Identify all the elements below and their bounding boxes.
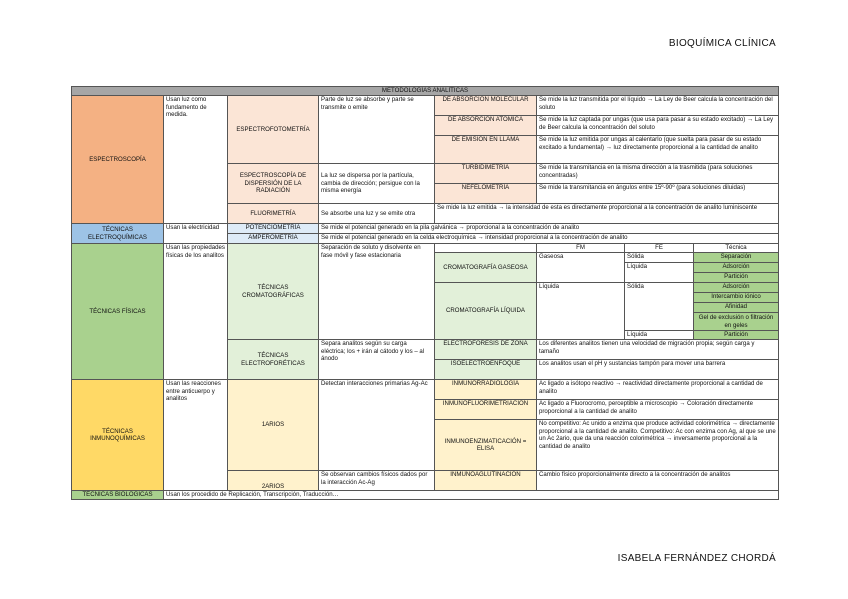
method-nefelometria: NEFELOMETRÍA	[435, 184, 537, 204]
primarios-principle: Detectan interacciones primarias Ag-Ac	[319, 380, 435, 471]
turbidimetria-text: Se mide la transmitancia en la misma dirección a la trasmitida (para soluciones concentradas)	[537, 164, 779, 184]
secundarios-principle: Se observan cambios físicos dados por la interacción Ac-Ag	[319, 471, 435, 491]
tecnica-particion-liq: Partición	[694, 331, 779, 340]
emision-llama-text: Se mide la luz emitida por ungas al calentarlo (que suelta para pasar de su estado excitado a fundamental) → luz directamente proporcional a la cantidad de analito	[537, 136, 779, 164]
tecnica-gel-exclusion: Gel de exclusión o filtración en geles	[694, 313, 779, 331]
electroforesis-principle: Separa analitos según su carga eléctrica; los + irán al cátodo y los – al ánodo	[319, 340, 435, 380]
subject-header: BIOQUÍMICA CLÍNICA	[668, 38, 776, 49]
potenciometria-text: Se mide el potencial generado en la pila galvánica → proporcional a la concentración de analito	[319, 224, 779, 234]
gaseosa-fm: Gaseosa	[537, 253, 625, 283]
gaseosa-fe-liquida: Líquida	[625, 263, 694, 283]
electroforesis-zona-text: Los diferentes analitos tienen una velocidad de migración propia; según carga y tamaño	[537, 340, 779, 360]
liquida-fm: Líquida	[537, 283, 625, 340]
elisa-text: No competitivo: Ac unido a enzima que produce actividad colorimétrica → directamente proporcional a la cantidad de analito. Competitivo: Ac con enzima con Ag, al que se une un Ac 2ario, que da una reacción colorimétrica → inversamente proporcional a la cantidad de analito	[537, 420, 779, 471]
dispersion-name: ESPECTROSCOPÍA DE DISPERSIÓN DE LA RADIACIÓN	[228, 164, 319, 204]
method-potenciometria: POTENCIOMETRÍA	[228, 224, 319, 234]
espectrofotometria-principle: Parte de luz se absorbe y parte se transmite o emite	[319, 96, 435, 164]
category-inmunoquimicas: TÉCNICAS INMUNOQUÍMICAS	[72, 380, 164, 491]
tecnica-adsorcion-gas: Adsorción	[694, 263, 779, 273]
method-elisa: INMUNOENZIMATICACIÓN = ELISA	[435, 420, 537, 471]
tecnica-adsorcion-liq: Adsorción	[694, 283, 779, 293]
col-fe: FE	[625, 244, 694, 253]
col-fm: FM	[537, 244, 625, 253]
cromatografia-principle: Separación de soluto y disolvente en fase móvil y fase estacionaria	[319, 244, 435, 340]
method-inmunorradiologia: INMUNORRADIOLOGÍA	[435, 380, 537, 400]
inmunoaglutinacion-text: Cambio físico proporcionalmente directo a la concentración de analitos	[537, 471, 779, 491]
table-title: METODOLOGÍAS ANALÍTICAS	[72, 87, 779, 96]
method-absorcion-atomica: DE ABSORCIÓN ATÓMICA	[435, 116, 537, 136]
absorcion-molecular-text: Se mide la luz transmitida por el líquido → La Ley de Beer calcula la concentración del soluto	[537, 96, 779, 116]
tecnica-particion-gas: Partición	[694, 273, 779, 283]
espectroscopia-description: Usan luz como fundamento de medida.	[164, 96, 228, 224]
inmunorradiologia-text: Ac ligado a isótopo reactivo → reactividad directamente proporcional a cantidad de analito	[537, 380, 779, 400]
method-electroforesis-zona: ELECTROFORESIS DE ZONA	[435, 340, 537, 360]
method-absorcion-molecular: DE ABSORCIÓN MOLECULAR	[435, 96, 537, 116]
espectrofotometria-name: ESPECTROFOTOMETRÍA	[228, 96, 319, 164]
cromatografia-gaseosa: CROMATOGRAFÍA GASEOSA	[435, 253, 537, 283]
method-turbidimetria: TURBIDIMETRÍA	[435, 164, 537, 184]
category-biologicas: TÉCNICAS BIOLÓGICAS	[72, 491, 164, 500]
col-tecnica: Técnica	[694, 244, 779, 253]
author-footer: ISABELA FERNÁNDEZ CHORDÁ	[617, 553, 776, 564]
gaseosa-fe-solida: Sólida	[625, 253, 694, 263]
biologicas-text: Usan los procedido de Replicación, Transcripción, Traducción…	[164, 491, 779, 500]
primarios-name: 1ARIOS	[228, 380, 319, 471]
method-inmunofluorimetria: INMUNOFLUORIMETRIACIÓN	[435, 400, 537, 420]
tecnica-intercambio-ionico: Intercambio iónico	[694, 293, 779, 303]
secundarios-name: 2ARIOS	[228, 471, 319, 491]
category-fisicas: TÉCNICAS FÍSICAS	[72, 244, 164, 380]
fluorimetria-text: Se mide la luz emitida → la intensidad de esta es directamente proporcional a la concentración de analito luminiscente	[435, 204, 779, 224]
nefelometria-text: Se mide la transmitancia en ángulos entre 15º-90º (para soluciones diluidas)	[537, 184, 779, 204]
fisicas-description: Usan las propiedades físicas de los analitos	[164, 244, 228, 380]
category-electroquimicas: TÉCNICAS ELECTROQUÍMICAS	[72, 224, 164, 244]
amperometria-text: Se mide el potencial generado en la celda electroquímica → intensidad proporcional a la concentración de analito	[319, 234, 779, 244]
inmunoquimicas-description: Usan las reacciones entre anticuerpo y analitos	[164, 380, 228, 491]
category-espectroscopia: ESPECTROSCOPÍA	[72, 96, 164, 224]
cromatografia-name: TÉCNICAS CROMATOGRÁFICAS	[228, 244, 319, 340]
fluorimetria-name: FLUORIMETRÍA	[228, 204, 319, 224]
method-isoelectroenfoque: ISOELECTROENFOQUE	[435, 360, 537, 380]
electroforesis-name: TÉCNICAS ELECTROFORÉTICAS	[228, 340, 319, 380]
isoelectroenfoque-text: Los analitos usan el pH y sustancias tampón para mover una barrera	[537, 360, 779, 380]
methodologies-table	[71, 86, 779, 500]
liquida-fe-liquida: Líquida	[625, 331, 694, 340]
method-amperometria: AMPEROMETRÍA	[228, 234, 319, 244]
tecnica-afinidad: Afinidad	[694, 303, 779, 313]
inmunofluorimetria-text: Ac ligado a Fluorocromo, perceptible a microscopio → Coloración directamente proporcional a la cantidad de analito	[537, 400, 779, 420]
dispersion-principle: La luz se dispersa por la partícula, cambia de dirección; persigue con la misma energía	[319, 164, 435, 204]
tecnica-separacion: Separación	[694, 253, 779, 263]
method-emision-llama: DE EMISIÓN EN LLAMA	[435, 136, 537, 164]
method-inmunoaglutinacion: INMUNOAGLUTINACIÓN	[435, 471, 537, 491]
absorcion-atomica-text: Se mide la luz captada por ungas (que usa para pasar a su estado excitado) → La Ley de Beer calcula la concentración del soluto	[537, 116, 779, 136]
cromatografia-liquida: CROMATOGRAFÍA LÍQUIDA	[435, 283, 537, 340]
liquida-fe-solida: Sólida	[625, 283, 694, 331]
fluorimetria-principle: Se absorbe una luz y se emite otra	[319, 204, 435, 224]
electroquimicas-description: Usan la electricidad	[164, 224, 228, 244]
